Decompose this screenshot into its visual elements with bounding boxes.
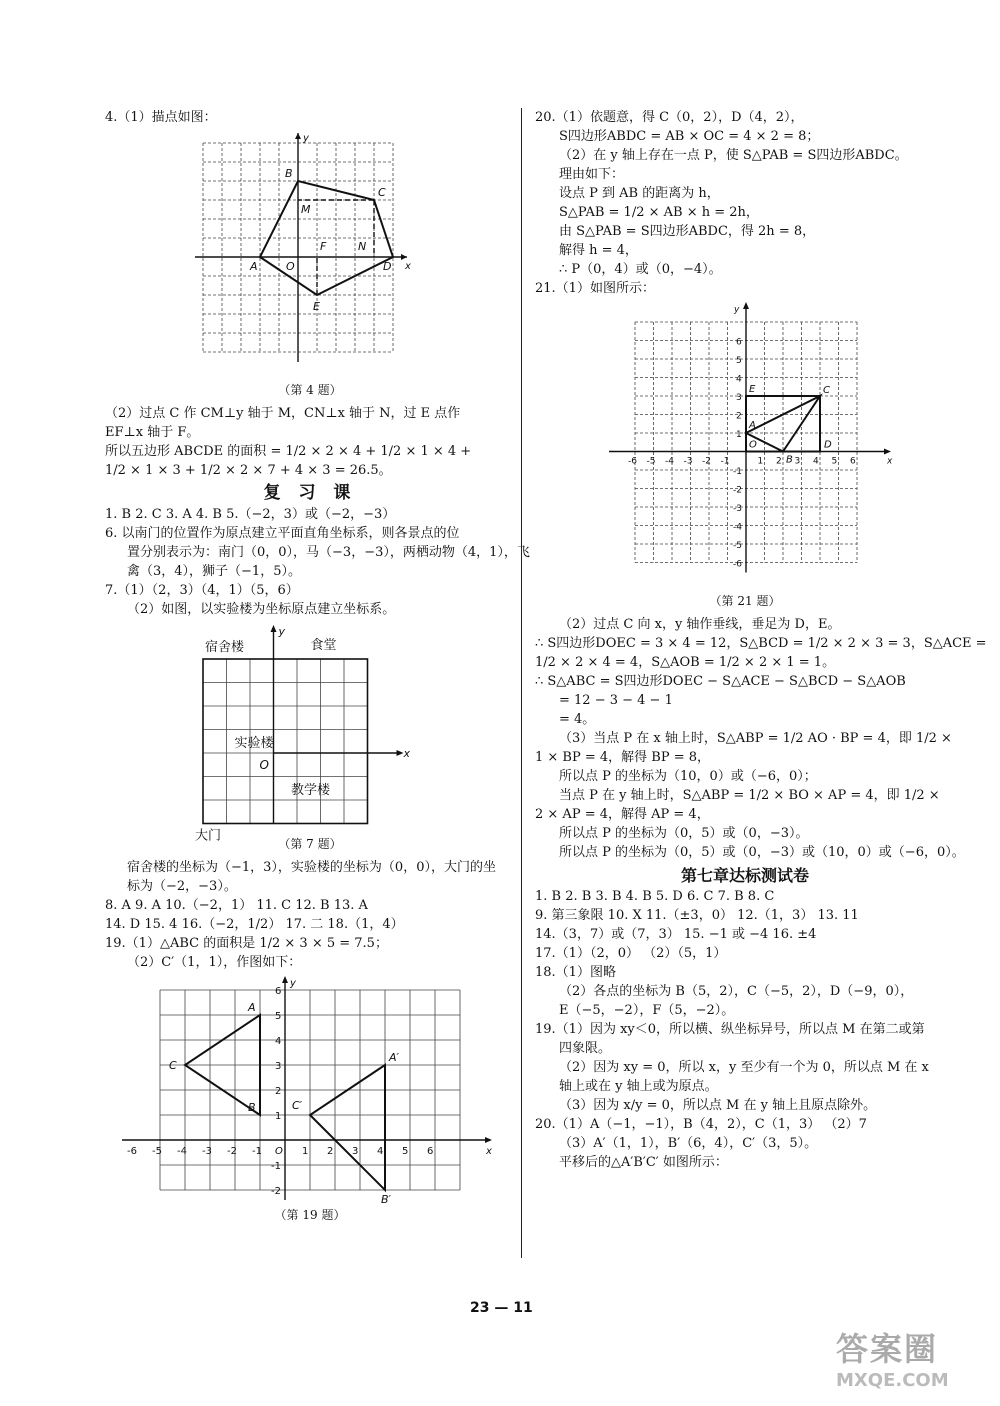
fig19-x-tick-label: 1 <box>302 1146 309 1157</box>
q20-line3: （2）在 y 轴上存在一点 P，使 S△PAB = S四边形ABDC。 <box>559 148 908 163</box>
watermark-logo <box>836 1324 976 1391</box>
fig21-x-tick-label: -4 <box>665 456 674 467</box>
review-q7-line1: 7.（1）（2，3）（4，1）（5，6） <box>105 583 299 598</box>
test-q19-line3: （2）因为 xy = 0，所以 x，y 至少有一个为 0，所以点 M 在 x <box>559 1060 929 1075</box>
fig21-x-tick-label: 3 <box>794 456 801 467</box>
fig21-y-arrow <box>743 302 749 309</box>
fig19-y-arrow <box>282 976 288 983</box>
fig21-x-tick-label: -5 <box>646 456 656 467</box>
fig7-label-gate: 大门 <box>195 828 222 844</box>
fig21-label-c: C <box>823 385 830 396</box>
fig19-y-tick-label: 2 <box>275 1086 282 1097</box>
left-column <box>105 108 530 1229</box>
q21-line3: ∴ S四边形DOEC = 3 × 4 = 12，S△BCD = 1/2 × 2 × 3 = 3，S△ACE = <box>535 636 987 651</box>
review-q6-line2: 置分别表示为：南门（0，0），马（−3，−3），两栖动物（4，1），飞 <box>127 545 530 560</box>
fig19-triangle-abc-prime <box>310 1065 385 1190</box>
fig21-label-a: A <box>749 420 756 431</box>
test-answers-14-16: 14.（3，7）或（7，3） 15. −1 或 −4 16. ±4 <box>535 927 817 942</box>
test-answers-9-13: 9. 第三象限 10. X 11.（±3，0） 12.（1，3） 13. 11 <box>535 908 859 923</box>
fig19-x-tick-label: 4 <box>377 1146 384 1157</box>
review-q6-line3: 禽（3，4），狮子（−1，5）。 <box>127 564 301 579</box>
review-answers-8-13: 8. A 9. A 10.（−2，1） 11. C 12. B 13. A <box>105 898 368 913</box>
fig19-x-arrow <box>485 1137 492 1143</box>
fig19-y-tick-label: -2 <box>271 1186 281 1197</box>
fig4-label-a: A <box>250 260 258 273</box>
fig21-x-arrow <box>884 449 891 455</box>
fig19-label-a-prime: A′ <box>389 1051 400 1064</box>
fig19-label-b: B <box>248 1101 256 1114</box>
fig19-x-tick-label: -2 <box>227 1146 237 1157</box>
fig19-x-tick-label: -3 <box>202 1146 212 1157</box>
q4-part2-line3: 所以五边形 ABCDE 的面积 = 1/2 × 2 × 4 + 1/2 × 1 × 4 + <box>105 444 472 459</box>
fig19-y-tick-label: 6 <box>275 986 282 997</box>
fig21-x-tick-label: 4 <box>813 456 819 467</box>
fig21-y-tick-label: 5 <box>736 356 742 366</box>
test-q19-line1: 19.（1）因为 xy＜0，所以横、纵坐标异号，所以点 M 在第二或第 <box>535 1022 925 1037</box>
q21-line13: 所以点 P 的坐标为（0，5）或（0，−3）。 <box>559 826 809 841</box>
q21-line2: （2）过点 C 向 x，y 轴作垂线，垂足为 D，E。 <box>559 617 841 632</box>
q21-line6: = 12 − 3 − 4 − 1 <box>559 693 673 708</box>
q20-line5: 设点 P 到 AB 的距离为 h， <box>559 186 720 201</box>
review-q6-line1: 6. 以南门的位置作为原点建立平面直角坐标系，则各景点的位 <box>105 526 460 541</box>
fig21-y-tick-label: 1 <box>736 430 742 440</box>
q21-line8: （3）当点 P 在 x 轴上时，S△ABP = 1/2 AO · BP = 4，即 1/2 × <box>559 731 952 746</box>
q4-part2-line4: 1/2 × 1 × 3 + 1/2 × 2 × 7 + 4 × 3 = 26.5。 <box>105 463 392 478</box>
fig21-x-tick-label: 2 <box>776 456 782 467</box>
fig19-x-tick-label: 2 <box>327 1146 334 1157</box>
review-section-title: 复 习 课 <box>263 483 357 503</box>
test-answer-17: 17.（1）（2，0） （2）（5，1） <box>535 946 727 961</box>
fig19-y-tick-label: 3 <box>275 1061 282 1072</box>
q20-line9: ∴ P（0，4）或（0，−4）。 <box>559 262 722 277</box>
fig19-y-tick-label: 1 <box>275 1111 282 1122</box>
q4-intro: 4.（1）描点如图： <box>105 110 217 125</box>
test-q19-line2: 四象限。 <box>559 1041 612 1056</box>
fig21-y-tick-label: -2 <box>733 485 742 496</box>
fig21-y-tick-label: 2 <box>736 411 742 422</box>
fig21-label-y: y <box>734 305 740 315</box>
fig21-y-tick-label: -4 <box>733 522 742 533</box>
fig19-label-x: x <box>486 1146 492 1157</box>
q21-line4: 1/2 × 2 × 4 = 4，S△AOB = 1/2 × 2 × 1 = 1。 <box>535 655 836 670</box>
fig21-y-tick-label: -6 <box>733 559 742 570</box>
fig19-y-tick-label: -1 <box>271 1161 281 1172</box>
fig7-label-teach: 教学楼 <box>291 783 331 798</box>
fig21-y-tick-label: -3 <box>733 504 742 514</box>
fig4-label-m: M <box>301 203 311 216</box>
right-column <box>535 108 987 1172</box>
q21-line9: 1 × BP = 4，解得 BP = 8， <box>535 750 711 765</box>
test-q20-line1: 20.（1）A（−1，−1），B（4，2），C（1，3） （2）7 <box>535 1117 867 1132</box>
fig4-label-c: C <box>378 186 386 199</box>
fig19-x-tick-label: -1 <box>252 1146 262 1157</box>
fig21-x-tick-label: -6 <box>628 456 637 467</box>
fig4-label-e: E <box>313 300 320 313</box>
test-q20-line3: 平移后的△A′B′C′ 如图所示： <box>559 1155 728 1170</box>
chapter7-test-title: 第七章达标测试卷 <box>680 866 809 885</box>
fig4-label-o: O <box>286 260 295 273</box>
fig19-label-c-prime: C′ <box>292 1099 303 1112</box>
fig21-x-tick-label: 1 <box>757 456 764 467</box>
review-answers-14-18: 14. D 15. 4 16.（−2，1/2） 17. 二 18.（1，4） <box>105 917 404 932</box>
q21-line5: ∴ S△ABC = S四边形DOEC − S△ACE − S△BCD − S△AOB <box>535 674 906 689</box>
fig21-label-x: x <box>887 456 893 467</box>
fig19-label-a: A <box>248 1001 256 1014</box>
fig7-label-origin: O <box>259 758 269 772</box>
test-q18-line2: （2）各点的坐标为 B（5，2），C（−5，2），D（−9，0）， <box>559 984 914 999</box>
fig21-label-o: O <box>749 439 757 451</box>
review-q7-line2: （2）如图，以实验楼为坐标原点建立坐标系。 <box>127 602 396 617</box>
q21-line1: 21.（1）如图所示： <box>535 281 655 296</box>
fig19-x-tick-label: -6 <box>127 1146 137 1157</box>
figure-7-caption: （第 7 题） <box>278 837 342 851</box>
fig21-label-e: E <box>749 384 756 395</box>
figure-19-translation <box>120 976 500 1206</box>
review-q7-line3: 宿舍楼的坐标为（−1，3），实验楼的坐标为（0，0），大门的坐 <box>127 860 496 875</box>
fig21-y-tick-label: -1 <box>733 467 742 477</box>
test-q19-line5: （3）因为 x/y = 0，所以点 M 在 y 轴上且原点除外。 <box>559 1098 877 1113</box>
q21-line11: 当点 P 在 y 轴上时，S△ABP = 1/2 × BO × AP = 4，即 1/2 × <box>559 788 940 803</box>
fig21-x-tick-label: -2 <box>702 456 711 467</box>
q20-line2: S四边形ABDC = AB × OC = 4 × 2 = 8； <box>559 129 820 144</box>
figure-4-caption: （第 4 题） <box>278 383 342 397</box>
fig21-x-tick-label: -1 <box>720 456 730 467</box>
q20-line7: 由 S△PAB = S四边形ABDC，得 2h = 8， <box>559 224 816 239</box>
page-number: 23 — 11 <box>470 1300 533 1316</box>
figure-4-pentagon <box>195 131 425 381</box>
column-divider <box>521 108 522 1258</box>
fig19-label-b-prime: B′ <box>381 1193 392 1206</box>
fig21-x-tick-label: -3 <box>683 456 693 467</box>
review-q19-line1: 19.（1）△ABC 的面积是 1/2 × 3 × 5 = 7.5； <box>105 936 388 951</box>
fig19-label-o: O <box>275 1146 283 1157</box>
fig21-label-d: D <box>824 439 832 451</box>
figure-21-caption: （第 21 题） <box>709 594 781 608</box>
fig19-label-c: C <box>169 1059 177 1072</box>
q21-line10: 所以点 P 的坐标为（10，0）或（−6，0）； <box>559 769 817 784</box>
fig4-label-b: B <box>285 167 293 180</box>
fig19-x-tick-label: -4 <box>177 1146 187 1157</box>
review-q7-line4: 标为（−2，−3）。 <box>127 879 237 894</box>
q21-line14: 所以点 P 的坐标为（0，5）或（0，−3）或（10，0）或（−6，0）。 <box>559 845 965 860</box>
q20-line1: 20.（1）依题意，得 C（0，2），D（4，2）， <box>535 110 804 125</box>
fig7-label-dorm: 宿舍楼 <box>205 640 245 655</box>
review-q19-line2: （2）C′（1，1），作图如下： <box>127 955 302 970</box>
review-answers-1-5: 1. B 2. C 3. A 4. B 5.（−2，3）或（−2，−3） <box>105 507 396 522</box>
test-answers-1-8: 1. B 2. B 3. B 4. B 5. D 6. C 7. B 8. C <box>535 889 775 904</box>
fig7-x-arrow <box>397 750 404 756</box>
q21-line12: 2 × AP = 4，解得 AP = 4， <box>535 807 710 822</box>
fig4-label-y: y <box>303 133 309 144</box>
fig7-y-arrow <box>271 625 277 632</box>
fig19-x-tick-label: 5 <box>402 1146 409 1157</box>
watermark-text-bottom: MXQE.COM <box>836 1370 949 1391</box>
watermark-text-top: 答案圈 <box>836 1330 939 1368</box>
test-q20-line2: （3）A′（1，1），B′（6，4），C′（3，5）。 <box>559 1136 818 1151</box>
test-q18-line3: E（−5，−2），F（5，−2）。 <box>559 1003 735 1018</box>
fig19-y-tick-label: 4 <box>275 1036 282 1047</box>
fig19-x-tick-label: 6 <box>427 1146 434 1157</box>
fig21-label-b: B <box>786 454 793 466</box>
q20-line6: S△PAB = 1/2 × AB × h = 2h， <box>559 205 759 220</box>
fig7-label-x: x <box>403 747 411 760</box>
q4-part2-line1: （2）过点 C 作 CM⊥y 轴于 M，CN⊥x 轴于 N，过 E 点作 <box>105 406 461 421</box>
fig4-label-d: D <box>383 260 392 273</box>
q4-part2-line2: EF⊥x 轴于 F。 <box>105 425 200 440</box>
fig4-label-x: x <box>405 261 411 272</box>
fig21-x-tick-label: 6 <box>850 456 856 467</box>
test-q18-line1: 18.（1）图略 <box>535 965 616 980</box>
fig4-label-f: F <box>320 240 327 253</box>
fig21-y-tick-label: 4 <box>736 374 742 385</box>
test-q19-line4: 轴上或在 y 轴上或为原点。 <box>559 1079 718 1094</box>
fig7-label-y: y <box>278 625 286 638</box>
fig19-x-tick-label: -5 <box>152 1146 162 1157</box>
fig21-y-tick-label: 3 <box>736 393 742 403</box>
fig7-label-canteen: 食堂 <box>310 638 337 653</box>
fig19-x-tick-label: 3 <box>352 1146 359 1157</box>
fig21-y-tick-label: -5 <box>733 541 742 551</box>
fig7-label-lab: 实验楼 <box>234 736 274 751</box>
fig4-y-arrow <box>295 133 301 139</box>
q20-line4: 理由如下： <box>559 167 625 182</box>
fig19-label-y: y <box>290 978 296 989</box>
fig4-x-arrow <box>401 254 407 260</box>
figure-21-triangle <box>595 302 895 592</box>
q20-line8: 解得 h = 4， <box>559 243 638 258</box>
fig7-frame <box>203 659 368 824</box>
figure-19-caption: （第 19 题） <box>274 1208 346 1222</box>
fig21-x-tick-label: 5 <box>831 456 838 467</box>
fig21-y-tick-label: 6 <box>736 337 742 348</box>
fig4-label-n: N <box>358 240 367 253</box>
q21-line7: = 4。 <box>559 712 596 727</box>
fig19-y-tick-label: 5 <box>275 1011 282 1022</box>
